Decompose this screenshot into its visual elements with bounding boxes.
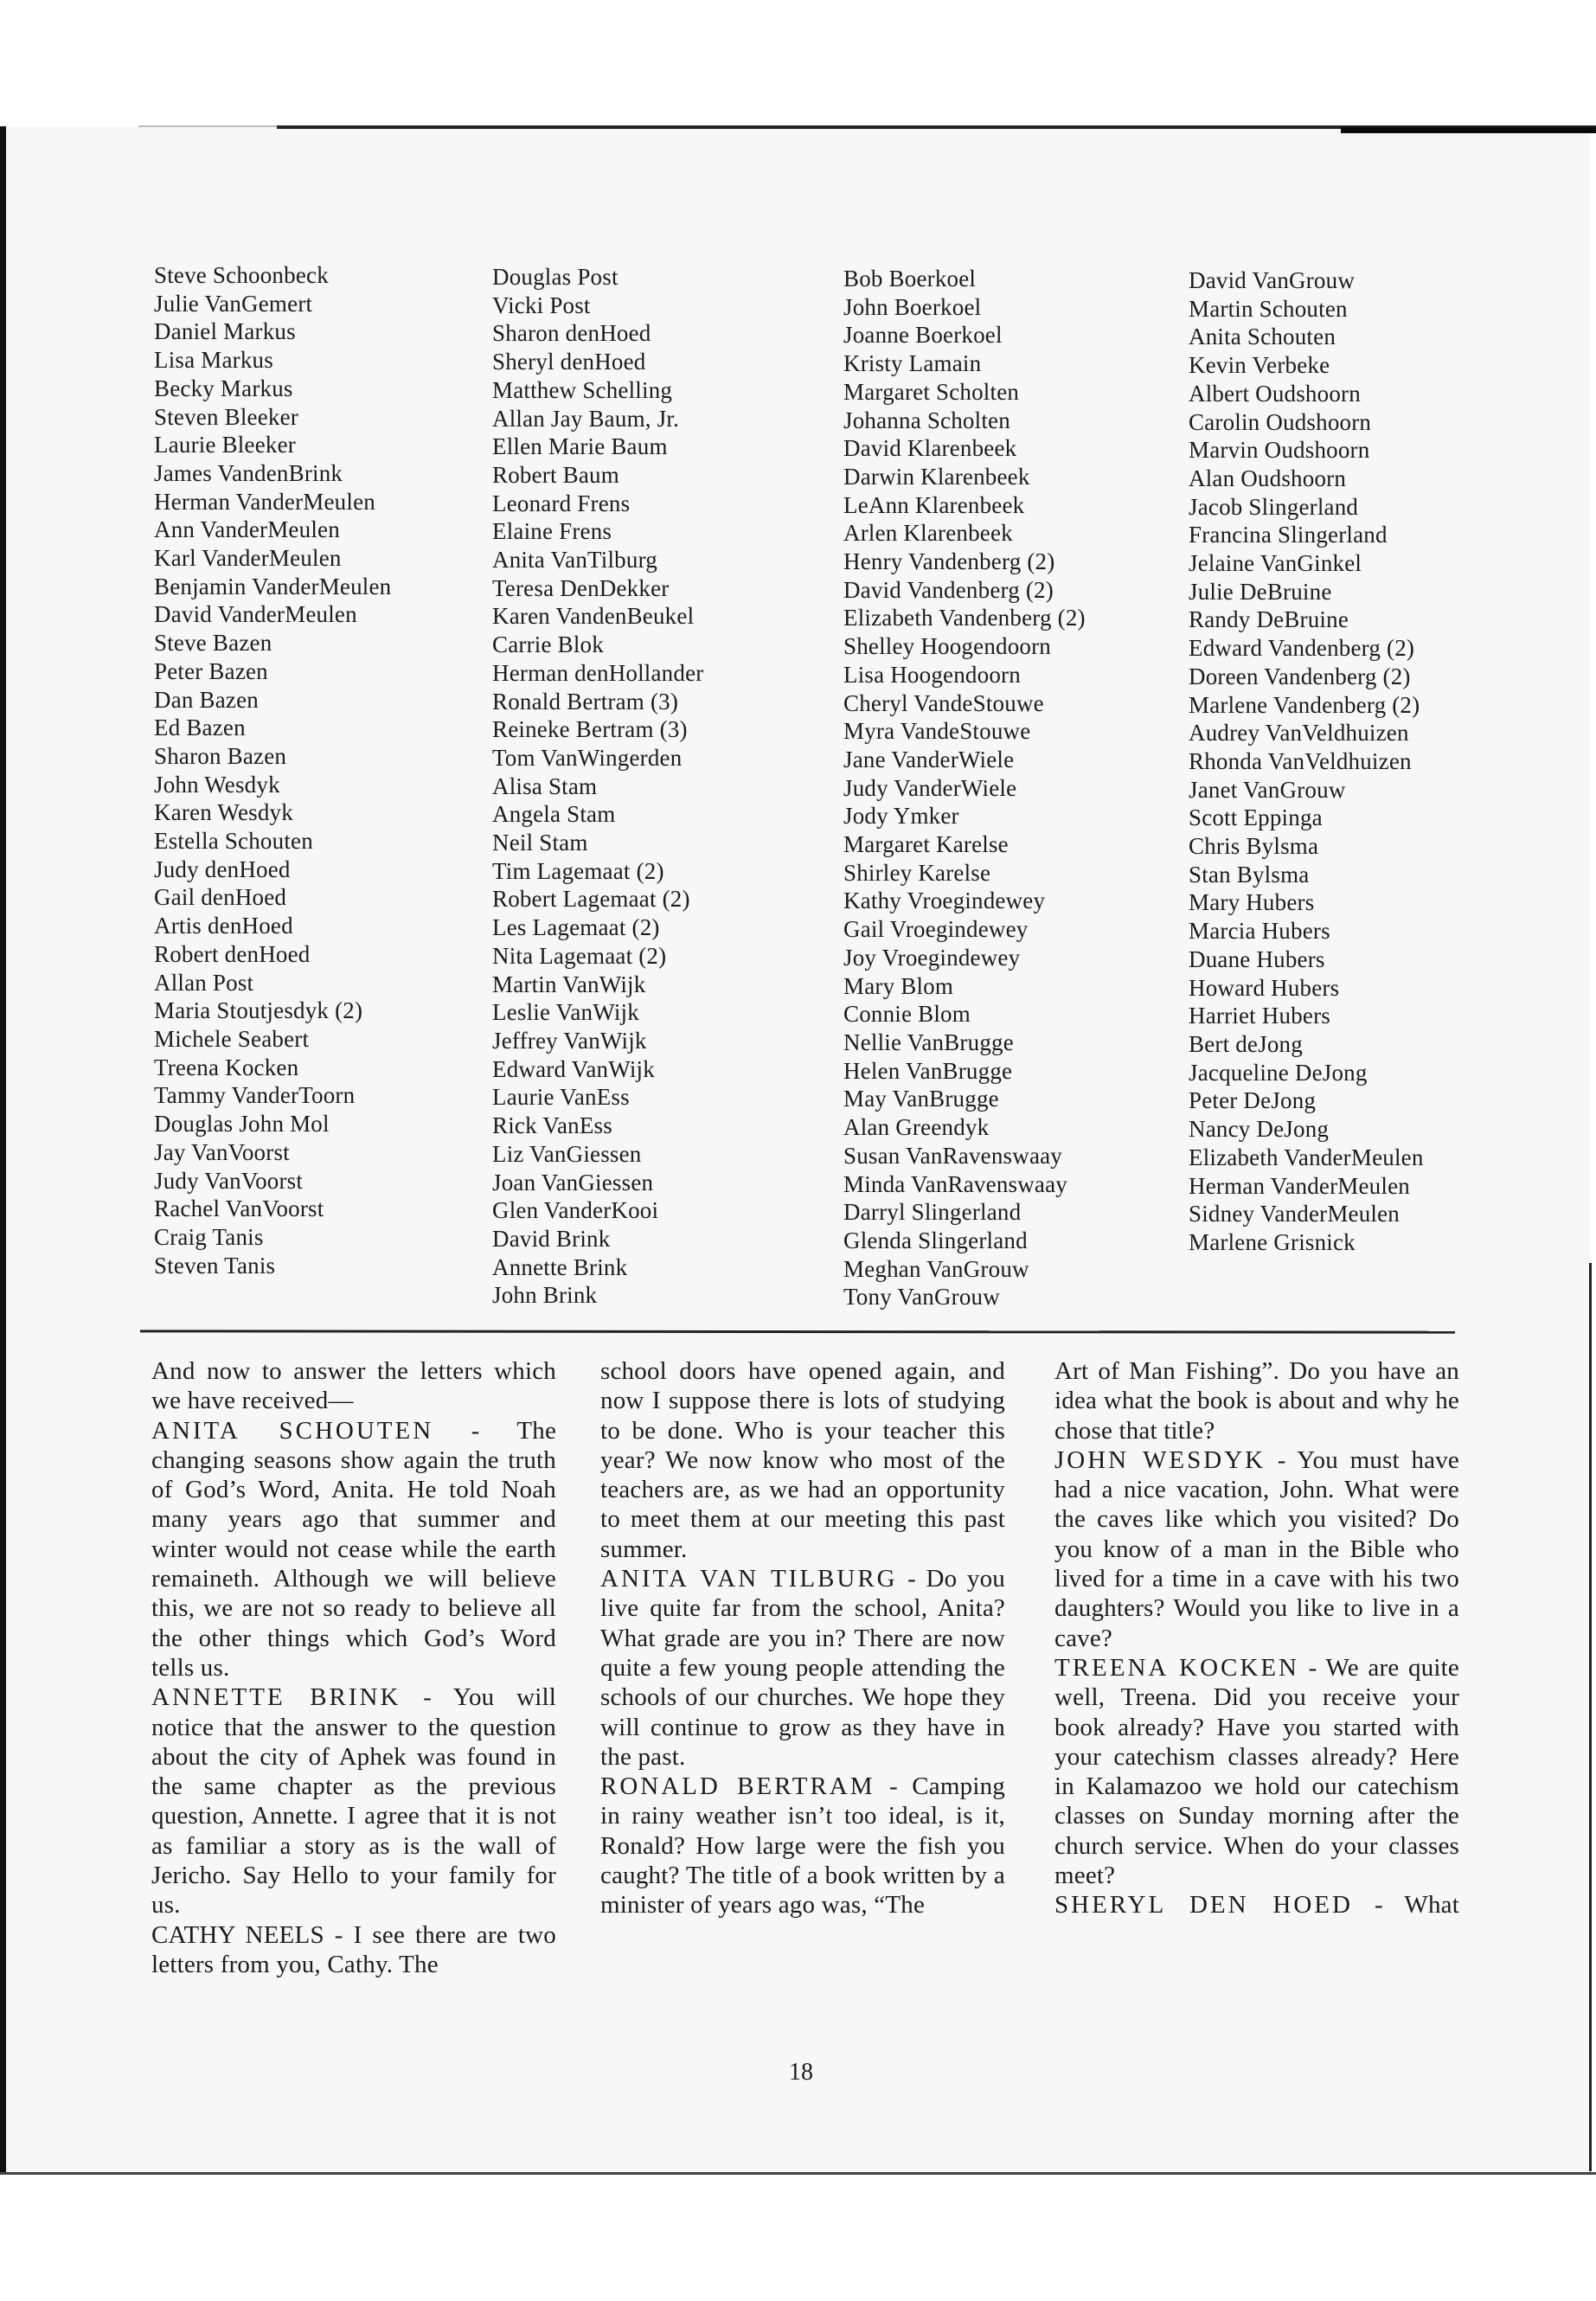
name-list-item: Lisa Markus [154,347,273,374]
letter-recipient-name: SHERYL DEN HOED [1054,1891,1353,1920]
letter-reply [151,1920,556,1980]
name-list-item: Allan Post [154,969,254,996]
name-list-item: Steven Bleeker [154,403,298,430]
page-bottom-border [0,2172,1596,2175]
name-list-item: Lisa Hoogendoorn [843,661,1021,688]
name-list-item: Margaret Scholten [843,378,1020,405]
dash-separator: - [324,1920,354,1949]
name-list-item: Cheryl VandeStouwe [843,689,1044,716]
name-list-item: Harriet Hubers [1189,1003,1330,1029]
name-list-item: Craig Tanis [154,1223,264,1250]
name-list-item: Herman denHollander [492,659,704,686]
names-column-3 [843,265,1086,1311]
name-list-item: Chris Bylsma [1189,833,1319,860]
name-list-item: Karl VanderMeulen [154,545,342,572]
name-list-item: Shelley Hoogendoorn [843,633,1052,660]
name-list-item: Anita VanTilburg [492,547,657,574]
name-list-item: Stan Bylsma [1189,861,1310,888]
name-list-item: David VanGrouw [1189,267,1356,293]
name-list-item: Nancy DeJong [1189,1116,1330,1143]
name-list-item: Neil Stam [492,830,588,856]
name-list-item: Benjamin VanderMeulen [154,573,392,599]
dash-separator: - [1266,1445,1298,1474]
name-list-item: David Vandenberg (2) [843,576,1054,603]
name-list-item: Martin Schouten [1189,295,1348,322]
name-list-item: Carrie Blok [492,631,604,658]
name-list-item: Maria Stoutjesdyk (2) [154,997,363,1024]
name-list-item: Glenda Slingerland [843,1227,1028,1253]
name-list-item: Darryl Slingerland [843,1199,1022,1226]
name-list-item: Rachel VanVoorst [154,1195,324,1222]
name-list-item: Jacqueline DeJong [1189,1059,1368,1086]
name-list-item: Steven Tanis [154,1252,276,1279]
name-list-item: Artis denHoed [154,913,293,939]
name-list-item: Darwin Klarenbeek [843,463,1030,490]
name-list-item: Susan VanRavenswaay [843,1142,1063,1169]
name-list-item: Edward Vandenberg (2) [1189,635,1415,662]
name-list-item: Albert Oudshoorn [1189,380,1361,407]
letter-reply-text: What [1404,1891,1459,1920]
name-list-item: David Klarenbeek [843,435,1017,462]
name-list-item: Douglas John Mol [154,1111,330,1138]
name-list-item: John Wesdyk [154,771,280,798]
name-list-item: Herman VanderMeulen [154,488,375,515]
name-list-item: Jane VanderWiele [843,746,1015,772]
name-list-item: Alisa Stam [492,772,598,799]
name-list-item: Nellie VanBrugge [843,1029,1014,1055]
letter-reply [151,1416,556,1683]
letter-reply-continued: school doors have opened again, and now I suppose there is lots of studying to be done. Who is your teacher this year? We now know who most of the teachers are, as we had an opportunity to meet them at our meeting this past summer. [600,1357,1005,1563]
name-list-item: Robert denHoed [154,940,311,967]
letter-recipient-name: CATHY NEELS [151,1920,324,1949]
name-list-item: Annette Brink [492,1253,628,1280]
name-list-item: Bob Boerkoel [843,266,977,292]
name-list-item: Audrey VanVeldhuizen [1189,720,1409,747]
letter-reply [1054,1890,1459,1920]
dash-separator: - [401,1683,453,1712]
name-list-item: Joy Vroegindewey [843,944,1021,971]
name-list-item: Jeffrey VanWijk [492,1027,647,1054]
name-list-item: Minda VanRavenswaay [843,1170,1067,1197]
name-list-item: David Brink [492,1225,611,1252]
name-list-item: Marvin Oudshoorn [1189,437,1370,464]
letter-reply-text: The changing seasons show again the truth of God’s Word, Anita. He told Noah many years ago that summer and winter would not cease while the earth remaineth. Although we will believe this, we are not so ready to believe all the other things which God’s Word tells us. [151,1416,557,1682]
name-list-item: Les Lagemaat (2) [492,914,660,941]
name-list-item: Bert deJong [1189,1030,1303,1057]
letter-recipient-name: ANNETTE BRINK [151,1683,401,1712]
name-list-item: Edward VanWijk [492,1055,655,1082]
name-list-item: Henry Vandenberg (2) [843,548,1055,575]
name-list-item: James VandenBrink [154,459,343,486]
name-list-item: Johanna Scholten [843,407,1010,433]
letter-recipient-name: JOHN WESDYK [1054,1445,1266,1474]
letter-reply [1054,1445,1459,1653]
name-list-item: Becky Markus [154,375,293,401]
name-list-item: Carolin Oudshoorn [1189,408,1372,435]
name-list-item: Peter Bazen [154,657,268,684]
name-list-item: Jacob Slingerland [1189,493,1359,520]
name-list-item: Tim Lagemaat (2) [492,857,664,884]
letters-column-2 [600,1356,1005,1920]
name-list-item: Joan VanGiessen [492,1169,654,1195]
page-top-border-thick [1341,127,1596,133]
name-list-item: Peter DeJong [1189,1087,1317,1114]
name-list-item: Martin VanWijk [492,971,646,997]
name-list-item: Marlene Grisnick [1189,1228,1356,1255]
page-top-border-faint [138,125,285,127]
name-list-item: Tammy VanderToorn [154,1082,356,1109]
name-list-item: Tony VanGrouw [843,1284,1000,1311]
name-list-item: Glen VanderKooi [492,1197,659,1224]
name-list-item: Karen Wesdyk [154,799,293,826]
name-list-item: Elizabeth VanderMeulen [1189,1144,1424,1170]
name-list-item: Robert Lagemaat (2) [492,886,690,913]
letter-reply [600,1564,1005,1772]
name-list-item: John Boerkoel [843,293,982,320]
name-list-item: Joanne Boerkoel [843,322,1003,349]
name-list-item: Marcia Hubers [1189,918,1330,945]
name-list-item: Scott Eppinga [1189,804,1323,831]
letter-reply [151,1682,556,1920]
name-list-item: Randy DeBruine [1189,606,1349,633]
letter-recipient-name: RONALD BERTRAM [600,1772,875,1801]
names-column-4 [1189,266,1424,1257]
name-list-item: Kevin Verbeke [1189,352,1330,379]
page-number: 18 [789,2059,813,2086]
name-list-item: Judy denHoed [154,856,291,882]
name-list-item: Vicki Post [492,292,591,318]
name-list-item: Mary Blom [843,972,954,999]
name-list-item: Robert Baum [492,461,619,488]
name-list-item: Matthew Schelling [492,376,673,403]
name-list-item: Myra VandeStouwe [843,718,1031,745]
name-list-item: Julie DeBruine [1189,578,1332,605]
name-list-item: Rhonda VanVeldhuizen [1189,747,1412,774]
name-list-item: Jay VanVoorst [154,1138,290,1165]
name-list-item: Elizabeth Vandenberg (2) [843,605,1086,631]
name-list-item: Ann VanderMeulen [154,516,340,543]
name-list-item: Reineke Bertram (3) [492,716,688,743]
name-list-item: Sharon Bazen [154,742,287,769]
name-list-item: Duane Hubers [1189,945,1325,972]
name-list-item: Connie Blom [843,1001,971,1028]
name-list-item: Michele Seabert [154,1025,310,1052]
name-list-item: Alan Greendyk [843,1114,990,1141]
name-list-item: Judy VanVoorst [154,1167,304,1194]
name-list-item: Margaret Karelse [843,831,1009,858]
name-list-item: Julie VanGemert [154,290,313,317]
name-list-item: Gail denHoed [154,884,287,911]
letter-recipient-name: TREENA KOCKEN [1054,1653,1299,1682]
dash-separator: - [875,1772,913,1801]
name-list-item: Gail Vroegindewey [843,916,1029,943]
name-list-item: Herman VanderMeulen [1189,1172,1410,1199]
name-list-item: Leslie VanWijk [492,999,639,1026]
letter-reply-text: We are quite well, Treena. Did you receive your book already? Have you started with your catechism classes already? Here in Kalamazoo we hold our catechism classes on Sunday morning after the church service. When do your classes meet? [1054,1653,1459,1890]
name-list-item: Meghan VanGrouw [843,1255,1029,1282]
letter-recipient-name: ANITA SCHOUTEN [151,1416,434,1445]
name-list-item: Nita Lagemaat (2) [492,942,667,969]
name-list-item: May VanBrugge [843,1086,999,1112]
name-list-item: Ronald Bertram (3) [492,688,679,715]
name-list-item: Sidney VanderMeulen [1189,1201,1401,1227]
name-list-item: Laurie VanEss [492,1084,630,1111]
name-list-item: Sharon denHoed [492,320,651,347]
name-list-item: Treena Kocken [154,1054,299,1080]
letters-intro: And now to answer the letters which we have received— [151,1357,556,1415]
name-list-item: LeAnn Klarenbeek [843,491,1025,518]
dash-separator: - [433,1416,517,1445]
name-list-item: Sheryl denHoed [492,349,646,375]
dash-separator: - [897,1565,926,1593]
letter-reply-text: You must have had a nice vacation, John. What were the caves like which you visited? Do you know of a man in the Bible who lived for a time in a cave with his two daughters? Would you like to live in a cave? [1054,1445,1459,1652]
name-list-item: Laurie Bleeker [154,432,296,458]
name-list-item: Anita Schouten [1189,324,1336,350]
name-list-item: John Brink [492,1282,598,1309]
name-list-item: Tom VanWingerden [492,744,683,771]
name-list-item: Allan Jay Baum, Jr. [492,405,680,432]
name-list-item: Daniel Markus [154,318,296,345]
name-list-item: Mary Hubers [1189,889,1315,916]
name-list-item: Rick VanEss [492,1112,612,1139]
name-list-item: Ellen Marie Baum [492,433,668,460]
name-list-item: Marlene Vandenberg (2) [1189,691,1420,718]
letters-column-3 [1054,1356,1459,1920]
page-left-edge [0,126,6,2173]
name-list-item: Jelaine VanGinkel [1189,550,1362,577]
letter-reply [600,1772,1005,1920]
name-list-item: David VanderMeulen [154,601,357,628]
name-list-item: Elaine Frens [492,518,612,545]
page-right-edge [1589,1263,1592,2171]
letter-recipient-name: ANITA VAN TILBURG [600,1565,898,1593]
name-list-item: Dan Bazen [154,686,259,713]
name-list-item: Helen VanBrugge [843,1057,1013,1084]
name-list-item: Estella Schouten [154,828,313,855]
name-list-item: Judy VanderWiele [843,774,1017,801]
dash-separator: - [1352,1891,1405,1920]
name-list-item: Liz VanGiessen [492,1140,642,1167]
name-list-item: Arlen Klarenbeek [843,520,1013,547]
name-list-item: Kathy Vroegindewey [843,888,1046,914]
name-list-item: Steve Bazen [154,630,272,657]
letter-reply-text: Camping in rainy weather isn’t too ideal, is it, Ronald? How large were the fish you caught? The title of a book written by a minister of years ago was, “The [600,1772,1005,1920]
letter-reply-continued: Art of Man Fishing”. Do you have an idea what the book is about and why he chose that title? [1054,1357,1459,1445]
name-list-item: Alan Oudshoorn [1189,465,1347,491]
name-list-item: Shirley Karelse [843,859,991,886]
name-list-item: Doreen Vandenberg (2) [1189,663,1411,689]
names-column-1 [154,261,391,1279]
name-list-item: Janet VanGrouw [1189,776,1346,803]
name-list-item: Douglas Post [492,264,619,290]
name-list-item: Ed Bazen [154,715,246,741]
name-list-item: Francina Slingerland [1189,522,1388,548]
name-list-item: Steve Schoonbeck [154,262,329,288]
name-list-item: Howard Hubers [1189,974,1340,1001]
letter-reply-text: Do you live quite far from the school, Anita? What grade are you in? There are now quite a few young people attending the schools of our churches. We hope they will continue to grow as they have in the past. [600,1565,1005,1771]
letter-reply-text: I see there are two letters from you, Cathy. The [151,1920,556,1978]
name-list-item: Jody Ymker [843,803,959,830]
letter-reply-text: You will notice that the answer to the question about the city of Aphek was found in the same chapter as the previous question, Annette. I agree that it is not as familiar a story as is the wall of Jericho. Say Hello to your family for us. [151,1683,556,1920]
name-list-item: Kristy Lamain [843,350,982,377]
dash-separator: - [1299,1653,1326,1682]
names-column-2 [492,263,703,1310]
name-list-item: Karen VandenBeukel [492,603,695,630]
name-list-item: Teresa DenDekker [492,574,670,601]
letters-column-1 [151,1356,556,1979]
name-list-item: Angela Stam [492,801,616,828]
letter-reply [1054,1653,1459,1890]
name-list-item: Leonard Frens [492,490,631,516]
